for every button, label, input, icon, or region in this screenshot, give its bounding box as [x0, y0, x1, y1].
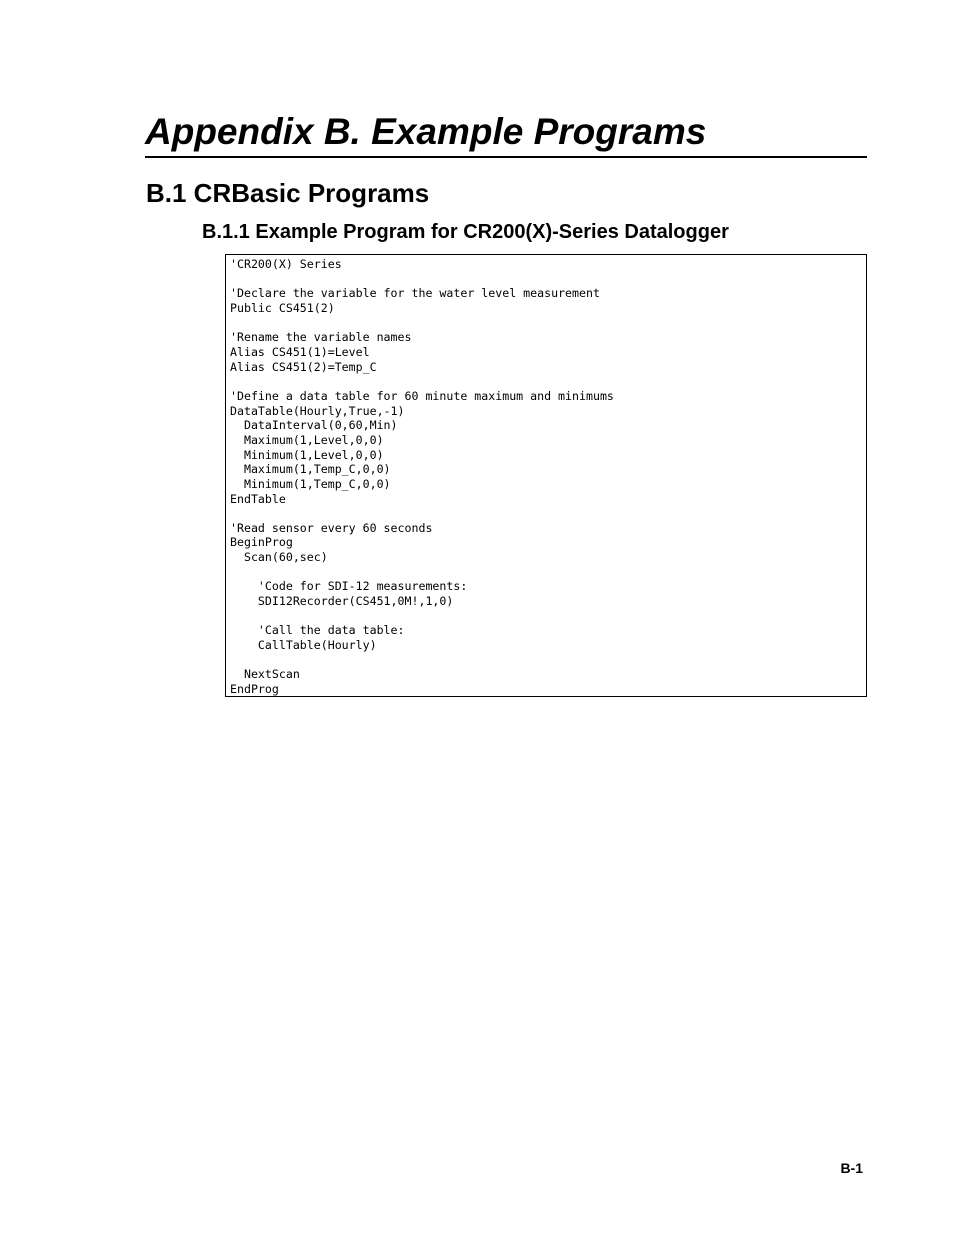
code-listing-box	[225, 254, 867, 697]
section-title: B.1 CRBasic Programs	[146, 178, 430, 208]
appendix-title: Appendix B. Example Programs	[145, 108, 867, 158]
page-number: B-1	[840, 1160, 863, 1176]
code-listing: 'CR200(X) Series 'Declare the variable for the water level measurement Public CS451(2) 'Rename the variable names Alias CS451(1)=Level Alias CS451(2)=Temp_C 'Define a data table for 60 minute maximum and minimums DataTable(Hourly,True,-1) DataInterval(0,60,Min) Maximum(1,Level,0,0) Minimum(1,Level,0,0) Maximum(1,Temp_C,0,0) Minimum(1,Temp_C,0,0) EndTable 'Read sensor every 60 seconds BeginProg Scan(60,sec) 'Code for SDI-12 measurements: SDI12Recorder(CS451,0M!,1,0) 'Call the data table: CallTable(Hourly) NextScan EndProg	[230, 257, 614, 697]
subsection-title: B.1.1 Example Program for CR200(X)-Series Datalogger	[202, 221, 729, 243]
